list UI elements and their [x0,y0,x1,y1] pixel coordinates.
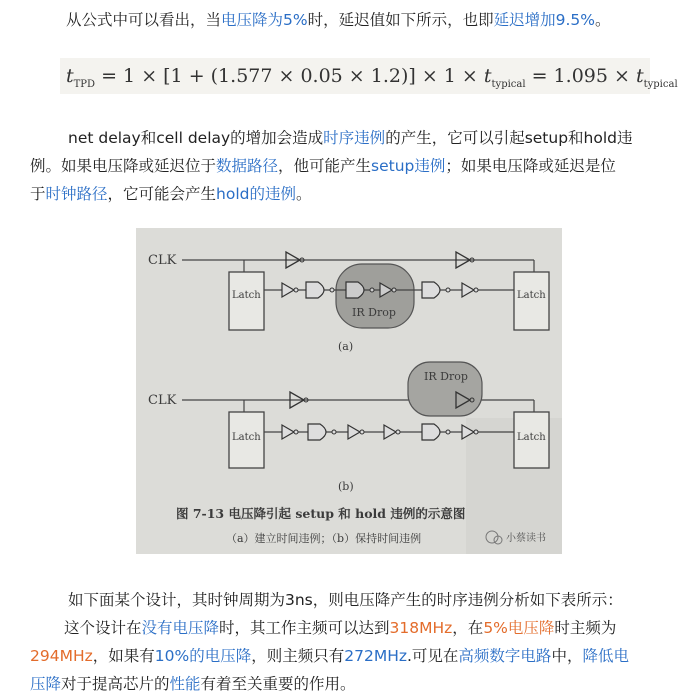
link-no-voltage-drop[interactable]: 没有电压降 [141,619,220,637]
link-10-voltage-drop[interactable]: 10%的电压降 [154,647,252,665]
label-a: (a) [338,340,354,353]
latch-label: Latch [232,290,261,301]
ir-drop-label-a: IR Drop [352,306,396,319]
clk-label-b: CLK [148,393,177,408]
label-b: (b) [338,480,354,493]
latch-label: Latch [232,432,261,443]
link-hold-violation[interactable]: hold的违例 [216,185,296,203]
latch-label: Latch [517,290,546,301]
link-high-freq-circuit[interactable]: 高频数字电路 [458,647,552,665]
clk-label-a: CLK [148,253,177,268]
link-voltage-drop-5[interactable]: 电压降为5% [221,11,308,29]
link-performance[interactable]: 性能 [169,675,201,693]
figure-subcaption: （a）建立时间违例；（b）保持时间违例 [226,532,422,545]
ir-drop-figure [136,228,562,554]
link-data-path[interactable]: 数据路径 [216,157,279,175]
ir-drop-diagram [136,228,562,554]
paragraph-2: net delay和cell delay的增加会造成时序违例的产生，它可以引起setup和hold违 例。如果电压降或延迟位于数据路径，他可能产生setup违例；如果电压降或延迟是位 于时钟路径，它可能会产生hold的违例。 [30,129,633,203]
link-clock-path[interactable]: 时钟路径 [45,185,108,203]
link-setup-violation[interactable]: setup违例 [371,157,446,175]
paragraph-3: 如下面某个设计，其时钟周期为3ns，则电压降产生的时序违例分析如下表所示： 这个设计在没有电压降时，其工作主频可以达到318MHz，在5%电压降时主频为 294MHz，如果有10%的电压降，则主频只有272MHz.可见在高频数字电路中，降低电 压降对于提高芯片的性能有着至关重要的作用。 [30,591,629,693]
link-reduce-voltage-drop[interactable]: 降低电 [582,647,629,665]
figure-caption: 图 7-13 电压降引起 setup 和 hold 违例的示意图 [176,506,466,521]
ir-drop-label-b: IR Drop [424,370,468,383]
latch-label: Latch [517,432,546,443]
watermark-text: 小蔡读书 [506,533,546,544]
link-delay-increase[interactable]: 延迟增加9.5% [493,11,596,29]
latch-right-a [514,272,549,330]
latch-left-a [229,272,264,330]
link-timing-violation[interactable]: 时序违例 [323,129,386,147]
delay-formula: $t_{TPD} = 1 \times [1 + (1.577 \times 0.05 \times 1.2)] \times 1 \times t_{typical} = 1.095 \times t_{typical}$ [60,58,650,94]
paragraph-1: 从公式中可以看出，当电压降为5%时，延迟值如下所示，也即延迟增加9.5%。 [66,11,611,29]
